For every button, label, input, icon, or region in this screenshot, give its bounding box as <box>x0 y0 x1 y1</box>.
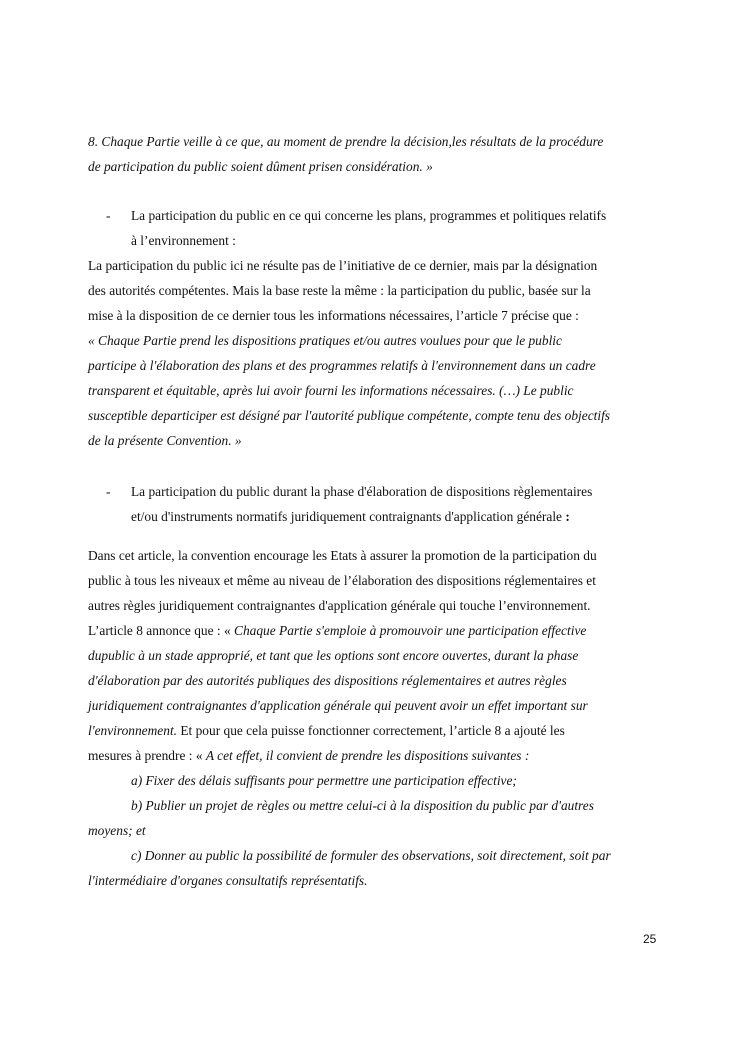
page-number: 25 <box>643 932 657 946</box>
paragraph-3-line-8-quote: l'environnement. <box>88 723 178 738</box>
paragraph-3-line-8-text: Et pour que cela puisse fonctionner correctement, l’article 8 a ajouté les <box>177 723 565 738</box>
paragraph-3-line-5: dupublic à un stade approprié, et tant que les options sont encore ouvertes, durant la phase <box>88 648 579 663</box>
paragraph-2-line-1: La participation du public ici ne résulte pas de l’initiative de ce dernier, mais par la désignation <box>88 258 598 273</box>
paragraph-3-line-1: Dans cet article, la convention encourage les Etats à assurer la promotion de la participation du <box>88 548 597 563</box>
paragraph-2-line-8: de la présente Convention. » <box>88 433 242 448</box>
paragraph-2-line-7: susceptible departiciper est désigné par l'autorité publique compétente, compte tenu des objectifs <box>88 408 611 423</box>
list-item-c-line-1: c) Donner au public la possibilité de formuler des observations, soit directement, soit par <box>131 848 611 863</box>
list-item-c-line-2: l'intermédiaire d'organes consultatifs représentatifs. <box>88 873 368 888</box>
paragraph-3-line-4-intro: L’article 8 annonce que : « <box>88 623 235 638</box>
bullet-1-line-1: La participation du public en ce qui concerne les plans, programmes et politiques relatifs <box>131 208 607 223</box>
paragraph-3-line-6: d'élaboration par des autorités publiques des dispositions réglementaires et autres règles <box>88 673 567 688</box>
bullet-2-colon: : <box>561 509 570 524</box>
list-item-a: a) Fixer des délais suffisants pour permettre une participation effective; <box>131 773 517 788</box>
paragraph-1-line-2: de participation du public soient dûment prisen considération. » <box>88 159 433 174</box>
paragraph-3-line-4-quote: Chaque Partie s'emploie à promouvoir une participation effective <box>234 623 587 638</box>
bullet-1-dash: - <box>106 208 111 223</box>
bullet-2-line-1: La participation du public durant la phase d'élaboration de dispositions règlementaires <box>131 484 593 499</box>
paragraph-2-line-4: « Chaque Partie prend les dispositions pratiques et/ou autres voulues pour que le public <box>88 333 562 348</box>
paragraph-2-line-2: des autorités compétentes. Mais la base reste la même : la participation du public, basée sur la <box>88 283 591 298</box>
paragraph-3-line-9-intro: mesures à prendre : « <box>88 748 206 763</box>
paragraph-3-line-9 <box>88 744 529 769</box>
paragraph-2-line-6: transparent et équitable, après lui avoir fourni les informations nécessaires. (…) Le public <box>88 383 574 398</box>
paragraph-3-line-4 <box>88 619 586 644</box>
paragraph-3-line-8 <box>88 719 565 744</box>
bullet-1-line-2: à l’environnement : <box>131 233 236 248</box>
paragraph-3-line-7: juridiquement contraignantes d'application générale qui peuvent avoir un effet important sur <box>88 698 588 713</box>
paragraph-2-line-3: mise à la disposition de ce dernier tous les informations nécessaires, l’article 7 précise que : <box>88 308 579 323</box>
paragraph-3-line-9-quote: A cet effet, il convient de prendre les dispositions suivantes : <box>205 748 530 763</box>
bullet-2-dash: - <box>106 484 111 499</box>
list-item-b-line-2: moyens; et <box>88 823 146 838</box>
bullet-2-line-2 <box>131 505 570 530</box>
paragraph-2-line-5: participe à l'élaboration des plans et des programmes relatifs à l'environnement dans un cadre <box>88 358 596 373</box>
paragraph-3-line-3: autres règles juridiquement contraignantes d'application générale qui touche l’environnement. <box>88 598 591 613</box>
list-item-b-line-1: b) Publier un projet de règles ou mettre celui-ci à la disposition du public par d'autres <box>131 798 594 813</box>
bullet-2-line-2-text: et/ou d'instruments normatifs juridiquement contraignants d'application générale <box>131 509 562 524</box>
paragraph-1-line-1: 8. Chaque Partie veille à ce que, au moment de prendre la décision,les résultats de la procédure <box>88 134 604 149</box>
paragraph-3-line-2: public à tous les niveaux et même au niveau de l’élaboration des dispositions réglementaires et <box>88 573 596 588</box>
